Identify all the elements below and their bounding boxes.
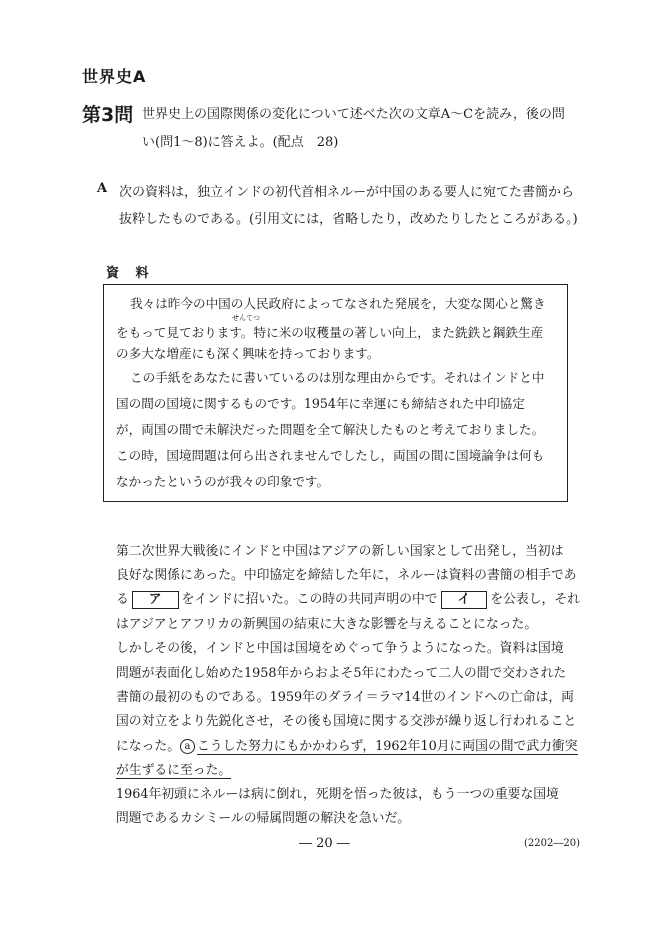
source-line: 国の間の国境に関するものです。1954年に幸運にも締結された中印協定	[116, 396, 525, 411]
passage-text: る	[116, 592, 129, 607]
source-line: が，両国の間で未解決だった問題を全て解決したものと考えておりました。	[116, 422, 545, 437]
passage-line	[116, 759, 231, 778]
page-number: ― 20 ―	[299, 836, 350, 851]
blank-box-a: ア	[132, 591, 179, 609]
source-line: なかったというのが我々の印象です。	[116, 474, 330, 489]
section-intro-line-2: 抜粋したものである。(引用文には，省略したり，改めたりしたところがある。)	[119, 212, 578, 227]
section-intro-line-1: 次の資料は，独立インドの初代首相ネルーが中国のある要人に宛てた書簡から	[119, 185, 575, 200]
blank-box-i: イ	[441, 591, 488, 609]
page-code: (2202―20)	[524, 838, 580, 849]
source-line: 我々は昨今の中国の人民政府によってなされた発展を，大変な関心と驚き	[130, 296, 546, 311]
passage-line: 良好な関係にあった。中印協定を締結した年に，ネルーは資料の書簡の相手であ	[116, 568, 577, 583]
passage-line: はアジアとアフリカの新興国の結束に大きな影響を与えることになった。	[116, 617, 538, 632]
passage-text: を公表し，それ	[490, 592, 580, 607]
passage-line: 第二次世界大戦後にインドと中国はアジアの新しい国家として出発し，当初は	[116, 544, 564, 559]
source-line: この時，国境問題は何ら出されませんでしたし，両国の間に国境論争は何も	[116, 448, 545, 463]
source-line: この手紙をあなたに書いているのは別な理由からです。それはインドと中	[130, 370, 545, 385]
ruby-annotation: せんてつ	[232, 314, 260, 322]
passage-line: 1964年初頭にネルーは病に倒れ，死期を悟った彼は，もう一つの重要な国境	[116, 787, 559, 802]
passage-line-with-underline	[116, 735, 578, 754]
source-label: 資 料	[106, 266, 155, 281]
passage-line: 問題が表面化し始めた1958年からおよそ5年にわたって二人の間で交わされた	[116, 666, 567, 681]
section-letter: A	[97, 181, 108, 196]
subject-title: 世界史A	[82, 67, 147, 86]
question-instruction-line-1: 世界史上の国際関係の変化について述べた次の文章A～Cを読み，後の問	[142, 107, 565, 122]
passage-text: になった。	[116, 739, 180, 754]
underlined-text: こうした努力にもかかわらず，1962年10月に両国の間で武力衝突	[196, 739, 578, 754]
passage-line: 書簡の最初のものである。1959年のダライ＝ラマ14世のインドへの亡命は，両	[116, 690, 574, 705]
passage-text: をインドに招いた。この時の共同声明の中で	[181, 592, 438, 607]
source-line: の多大な増産にも深く興味を持っております。	[116, 346, 380, 361]
passage-line: 問題であるカシミールの帰属問題の解決を急いだ。	[116, 811, 411, 826]
source-line: をもって見ております。特に米の収穫量の著しい向上，また銑鉄と鋼鉄生産	[116, 325, 544, 340]
passage-line: 国の対立をより先鋭化させ，その後も国境に関する交渉が繰り返し行われること	[116, 714, 577, 729]
underlined-text: が生ずるに至った。	[116, 763, 232, 778]
passage-line: しかしその後，インドと中国は国境をめぐって争うようになった。資料は国境	[116, 641, 564, 656]
circled-marker: a	[180, 739, 195, 754]
passage-line-with-blanks	[116, 588, 580, 609]
question-number: 第3問	[82, 104, 134, 126]
question-instruction-line-2: い(問1～8)に答えよ。(配点 28)	[142, 135, 339, 150]
